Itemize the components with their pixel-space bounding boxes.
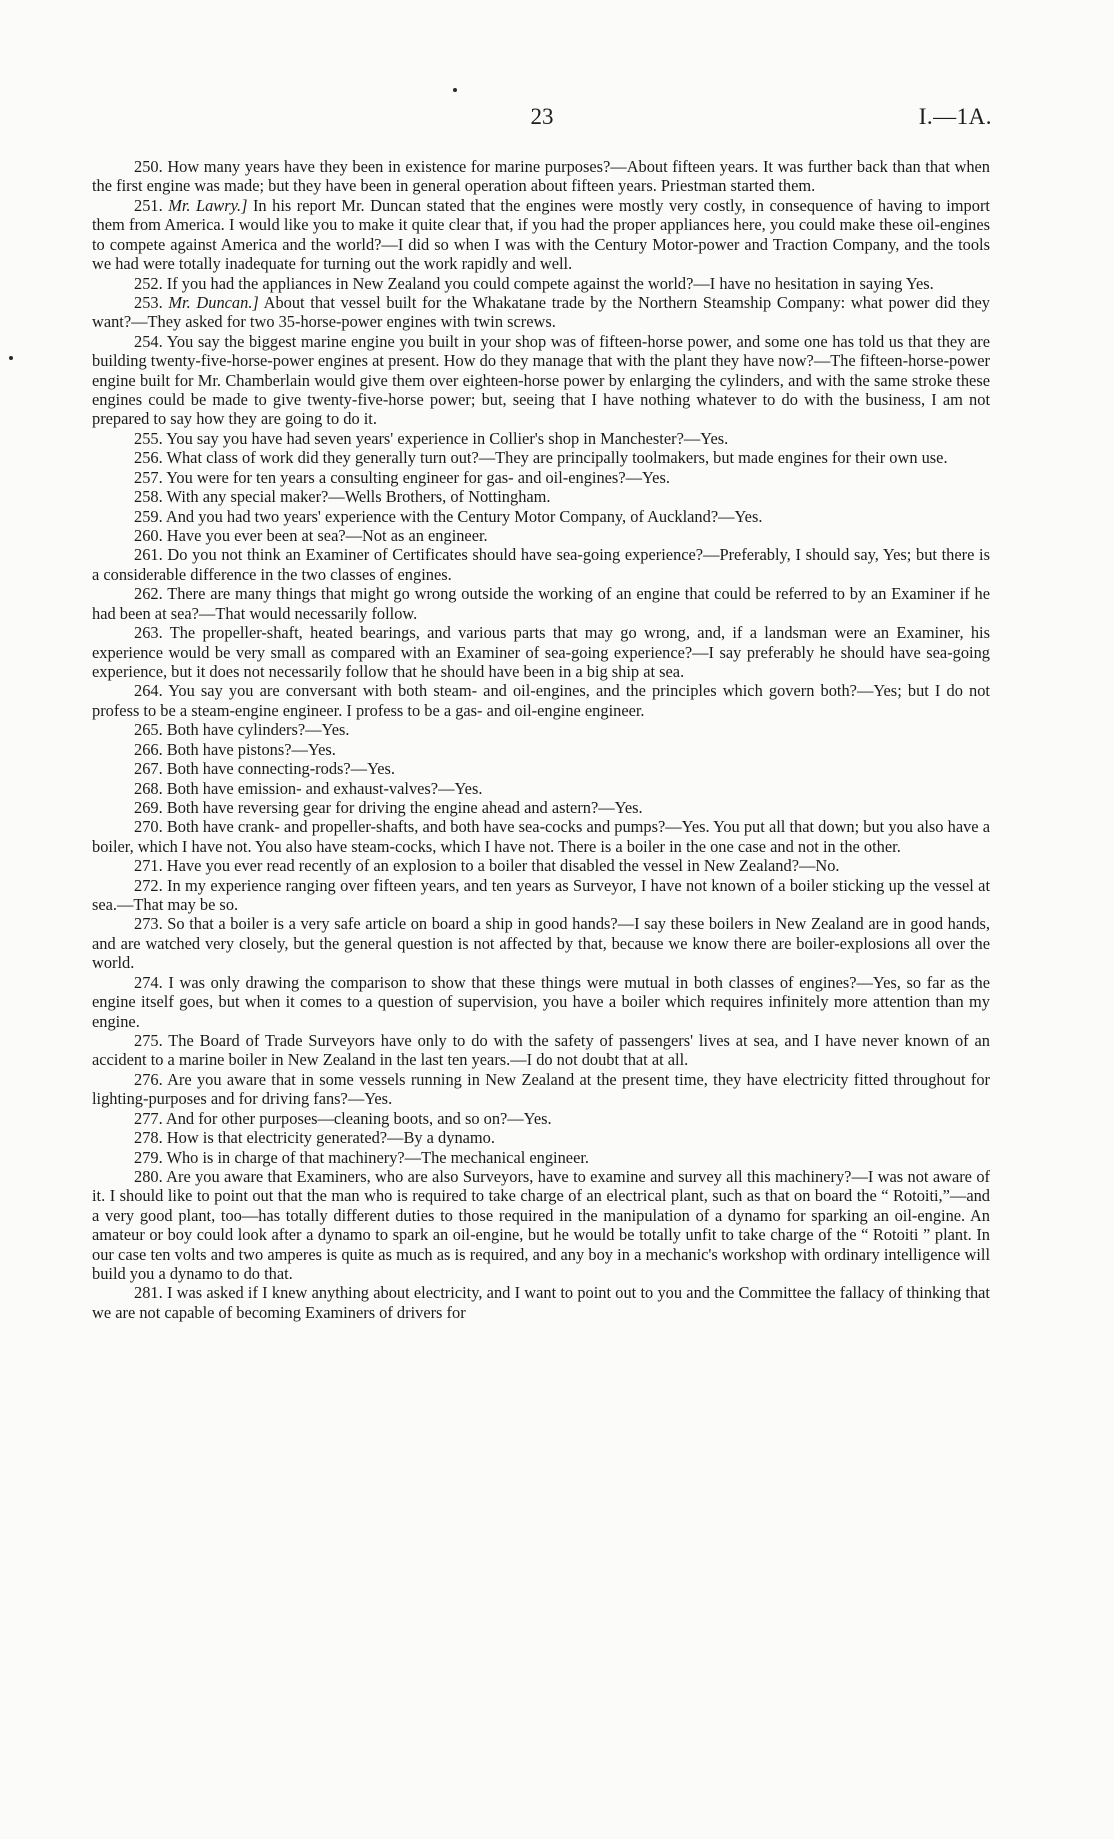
question-paragraph — [92, 526, 990, 545]
question-number: 270. — [134, 817, 163, 837]
question-text: And for other purposes—cleaning boots, and so on?—Yes. — [165, 1108, 552, 1128]
question-paragraph — [92, 1167, 990, 1284]
question-paragraph — [92, 623, 990, 681]
question-paragraph — [92, 914, 990, 972]
question-paragraph — [92, 973, 990, 1031]
question-text: So that a boiler is a very safe article on board a ship in good hands?—I say these boilers in New Zealand are in good hands, and are watched very closely, but the general question is not affected by that, because we know there are boiler-explosions all over the world. — [92, 914, 990, 973]
question-number: 255. — [134, 428, 163, 448]
question-text: You say the biggest marine engine you built in your shop was of fifteen-horse power, and some one has told us that they are building twenty-five-horse-power engines at present. How do they manage that with the plant they have now?—The fifteen-horse-power engine built for Mr. Chamberlain would give them over eighteen-horse power by enlarging the cylinders, and with the same stroke these engines could be made to give twenty-five-horse power; but, seeing that I have nothing whatever to do with the business, I am not prepared to say how they are going to do it. — [92, 331, 990, 429]
question-number: 268. — [134, 778, 163, 798]
question-number: 275. — [134, 1030, 163, 1050]
question-paragraph — [92, 448, 990, 467]
document-reference: I.—1A. — [918, 104, 992, 129]
question-number: 274. — [134, 972, 163, 992]
question-text: Both have crank- and propeller-shafts, and both have sea-cocks and pumps?—Yes. You put all that down; but you also have a boiler, which I have not. You also have steam-cocks, which I have not. There is a boiler in the one case and not in the other. — [92, 817, 990, 856]
question-number: 273. — [134, 914, 163, 934]
page-number: 23 — [530, 104, 554, 129]
question-paragraph — [92, 876, 990, 915]
question-paragraph — [92, 332, 990, 429]
question-number: 277. — [134, 1108, 163, 1128]
question-text: The Board of Trade Surveyors have only to do with the safety of passengers' lives at sea, and I have never known of an accident to a marine boiler in New Zealand in the last ten years.—I do not doubt that at all. — [92, 1030, 990, 1070]
question-number: 263. — [134, 623, 163, 643]
question-number: 281. — [134, 1283, 163, 1303]
question-number: 257. — [134, 467, 163, 487]
question-paragraph — [92, 1031, 990, 1070]
question-text: I was only drawing the comparison to show that these things were mutual in both classes of engines?—Yes, so far as the engine itself goes, but when it comes to a question of supervision, you have a boiler which requires infinitely more attention than my engine. — [92, 972, 990, 1031]
question-text: Both have pistons?—Yes. — [166, 739, 336, 759]
question-paragraph — [92, 468, 990, 487]
question-text: You say you are conversant with both steam- and oil-engines, and the principles which govern both?—Yes; but I do not profess to be a steam-engine engineer. I profess to be a gas- and oil-engine engineer. — [92, 681, 990, 720]
question-text: With any special maker?—Wells Brothers, of Nottingham. — [166, 487, 551, 507]
question-number: 253. — [134, 292, 163, 312]
question-number: 280. — [134, 1166, 163, 1186]
question-text: Have you ever read recently of an explosion to a boiler that disabled the vessel in New Zealand?—No. — [166, 856, 840, 876]
question-paragraph — [92, 584, 990, 623]
question-text: Both have emission- and exhaust-valves?—Yes. — [166, 778, 483, 798]
question-text: Are you aware that Examiners, who are also Surveyors, have to examine and survey all this machinery?—I was not aware of it. I should like to point out that the man who is required to take charge of an electrical plant, such as that on board the “ Rotoiti,”—and a very good plant, too—has totally different duties to those required in the manipulation of a dynamo for sparking an oil-engine. An amateur or boy could look after a dynamo to spark an oil-engine, but he would be totally unfit to take charge of the “ Rotoiti ” plant. In our case ten volts and two amperes is quite as much as is required, and any boy in a mechanic's workshop with ordinary intelligence will build you a dynamo to do that. — [92, 1166, 990, 1284]
question-number: 276. — [134, 1069, 163, 1089]
question-number: 269. — [134, 797, 163, 817]
question-text: How many years have they been in existence for marine purposes?—About fifteen years. It was further back than that when the first engine was made; but they have been in general operation about fifteen years. Priestman started them. — [92, 157, 990, 196]
question-paragraph — [92, 779, 990, 798]
printer-mark — [453, 88, 457, 92]
question-paragraph — [92, 740, 990, 759]
question-text: How is that electricity generated?—By a dynamo. — [166, 1128, 495, 1148]
question-text: Both have connecting-rods?—Yes. — [166, 759, 396, 779]
question-paragraph — [92, 720, 990, 739]
question-paragraph — [92, 429, 990, 448]
question-number: 265. — [134, 720, 163, 740]
question-text: Both have cylinders?—Yes. — [166, 720, 350, 740]
question-text: You were for ten years a consulting engineer for gas- and oil-engines?—Yes. — [166, 467, 670, 487]
question-text: There are many things that might go wrong outside the working of an engine that could be referred to by an Examiner if he had been at sea?—That would necessarily follow. — [92, 584, 990, 623]
question-number: 267. — [134, 759, 163, 779]
question-number: 254. — [134, 331, 163, 351]
question-text: And you had two years' experience with the Century Motor Company, of Auckland?—Yes. — [165, 506, 763, 526]
question-text: The propeller-shaft, heated bearings, and various parts that may go wrong, and, if a landsman were an Examiner, his experience would be very small as compared with an Examiner of sea-going experience?—I say preferably he should have sea-going experience, but it does not necessarily follow that he should have been in a big ship at sea. — [92, 623, 990, 681]
question-text: Do you not think an Examiner of Certificates should have sea-going experience?—Preferably, I should say, Yes; but there is a considerable difference in the two classes of engines. — [92, 545, 990, 584]
question-text: In his report Mr. Duncan stated that the engines were mostly very costly, in consequence of having to import them from America. I would like you to make it quite clear that, if you had the proper appliances here, you could make these oil-engines to compete against America and the world?—I did so when I was with the Century Motor-power and Traction Company, and the tools we had were totally inadequate for turning out the work rapidly and well. — [92, 195, 990, 274]
question-text: I was asked if I knew anything about electricity, and I want to point out to you and the Committee the fallacy of thinking that we are not capable of becoming Examiners of drivers for — [92, 1283, 990, 1322]
question-paragraph — [92, 817, 990, 856]
question-text: Both have reversing gear for driving the engine ahead and astern?—Yes. — [166, 797, 643, 817]
testimony-body — [92, 157, 990, 1322]
question-paragraph — [92, 1128, 990, 1147]
question-paragraph — [92, 1070, 990, 1109]
question-paragraph — [92, 507, 990, 526]
question-paragraph — [92, 759, 990, 778]
question-number: 272. — [134, 875, 163, 895]
question-number: 256. — [134, 448, 163, 468]
question-text: In my experience ranging over fifteen years, and ten years as Surveyor, I have not known of a boiler sticking up the vessel at sea.—That may be so. — [92, 875, 991, 915]
question-paragraph — [92, 196, 990, 274]
question-number: 261. — [134, 545, 163, 565]
question-text: What class of work did they generally turn out?—They are principally toolmakers, but made engines for their own use. — [166, 448, 948, 468]
question-paragraph — [92, 157, 990, 196]
question-paragraph — [92, 293, 990, 332]
question-number: 252. — [134, 273, 163, 293]
question-paragraph — [92, 1148, 990, 1167]
question-paragraph — [92, 681, 990, 720]
page-header — [92, 104, 992, 132]
question-paragraph — [92, 1283, 990, 1322]
question-paragraph — [92, 1109, 990, 1128]
question-paragraph — [92, 274, 990, 293]
question-text: You say you have had seven years' experience in Collier's shop in Manchester?—Yes. — [166, 428, 729, 448]
question-paragraph — [92, 856, 990, 875]
speaker-name: Mr. Duncan.] — [168, 292, 259, 312]
question-text: Are you aware that in some vessels running in New Zealand at the present time, they have electricity fitted throughout for lighting-purposes and for driving fans?—Yes. — [92, 1069, 990, 1109]
question-paragraph — [92, 545, 990, 584]
question-paragraph — [92, 798, 990, 817]
question-text: About that vessel built for the Whakatane trade by the Northern Steamship Company: what power did they want?—They asked for two 35-horse-power engines with twin screws. — [92, 292, 991, 332]
question-number: 260. — [134, 526, 163, 546]
question-paragraph — [92, 487, 990, 506]
question-number: 278. — [134, 1128, 163, 1148]
speaker-name: Mr. Lawry.] — [168, 195, 248, 215]
question-number: 264. — [134, 681, 163, 701]
question-text: If you had the appliances in New Zealand you could compete against the world?—I have no hesitation in saying Yes. — [166, 273, 934, 293]
question-number: 259. — [134, 506, 163, 526]
question-number: 251. — [134, 195, 163, 215]
printer-mark — [9, 356, 13, 360]
question-number: 258. — [134, 487, 163, 507]
question-number: 271. — [134, 856, 163, 876]
question-number: 279. — [134, 1147, 163, 1167]
question-text: Who is in charge of that machinery?—The mechanical engineer. — [166, 1147, 589, 1167]
question-number: 266. — [134, 739, 163, 759]
question-text: Have you ever been at sea?—Not as an engineer. — [166, 526, 488, 546]
question-number: 250. — [134, 157, 163, 176]
question-number: 262. — [134, 584, 163, 604]
